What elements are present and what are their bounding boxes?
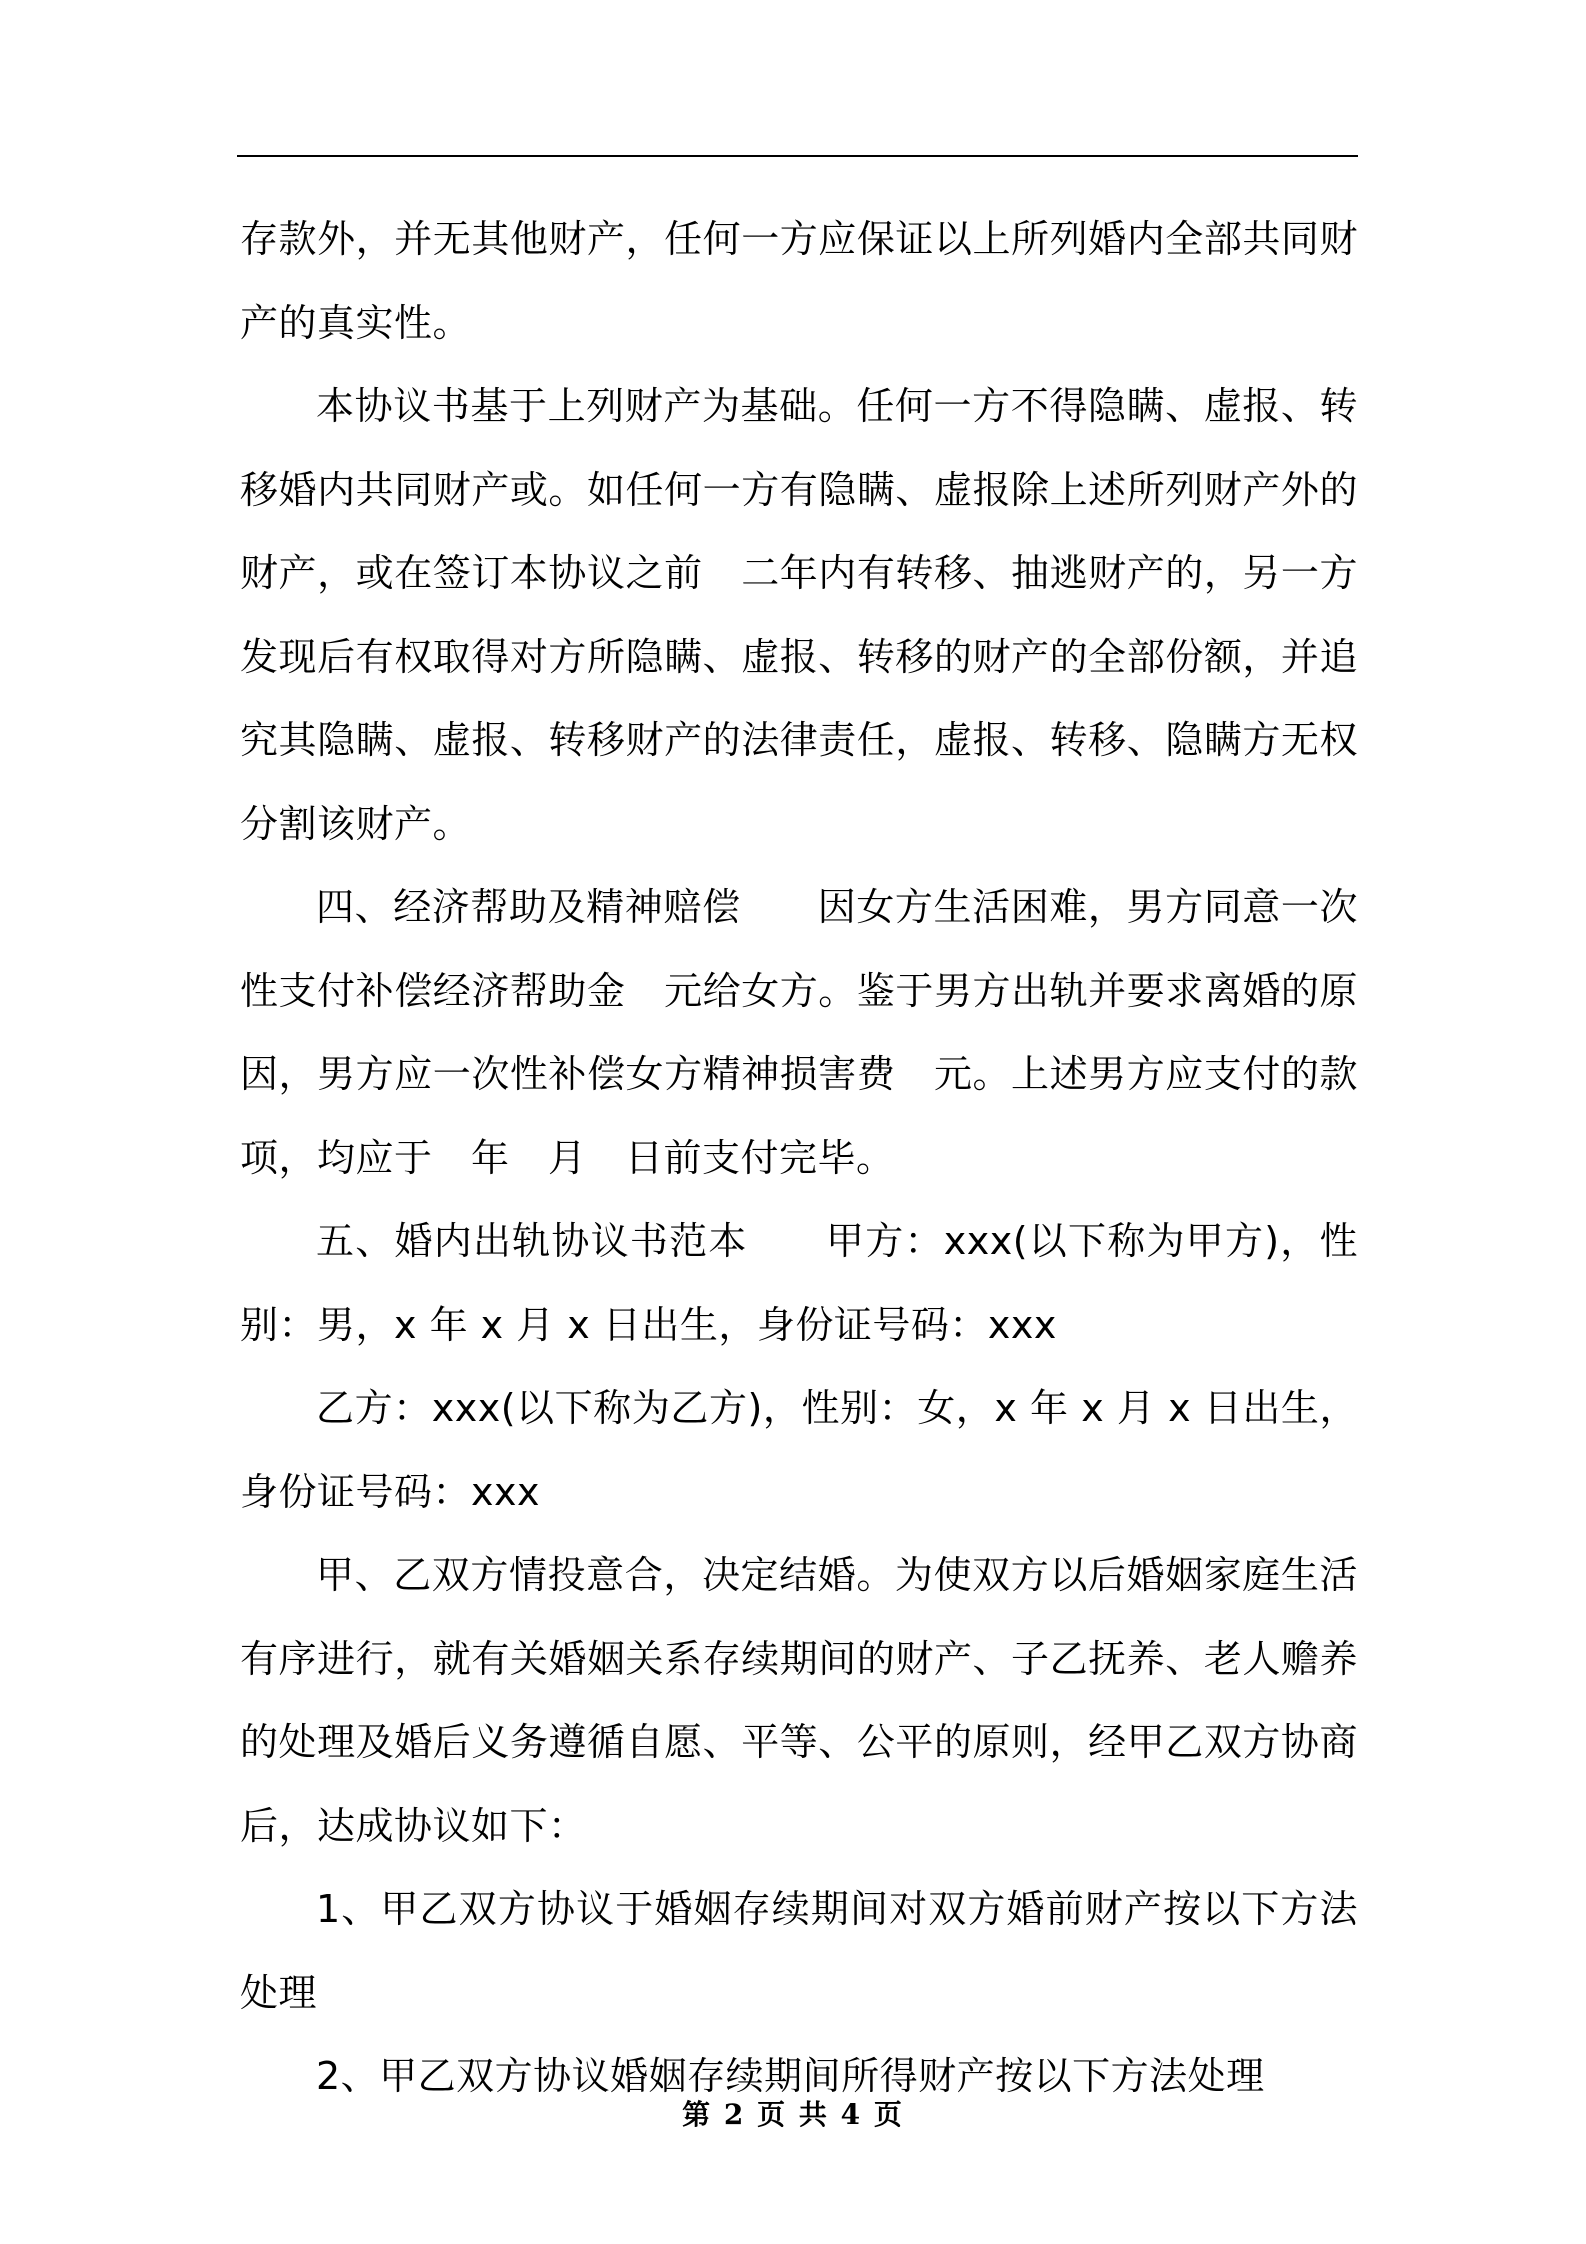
document-body bbox=[240, 198, 1358, 2119]
paragraph-8: 2、甲乙双方协议婚姻存续期间所得财产按以下方法处理 bbox=[316, 2054, 1265, 2098]
paragraph-3: 四、经济帮助及精神赔偿 因女方生活困难，男方同意一次性支付补偿经济帮助金 元给女方。鉴于男方出轨并要求离婚的原因，男方应一次性补偿女方精神损害费 元。上述男方应支付的款项，均应于 年 月 日前支付完毕。 bbox=[240, 885, 1358, 1180]
paragraph-2: 本协议书基于上列财产为基础。任何一方不得隐瞒、虚报、转移婚内共同财产或。如任何一方有隐瞒、虚报除上述所列财产外的财产，或在签订本协议之前 二年内有转移、抽逃财产的，另一方发现后有权取得对方所隐瞒、虚报、转移的财产的全部份额，并追究其隐瞒、虚报、转移财产的法律责任，虚报、转移、隐瞒方无权分割该财产。 bbox=[240, 384, 1358, 846]
paragraph-6: 甲、乙双方情投意合，决定结婚。为使双方以后婚姻家庭生活有序进行，就有关婚姻关系存续期间的财产、子乙抚养、老人赡养的处理及婚后义务遵循自愿、平等、公平的原则，经甲乙双方协商后，达成协议如下： bbox=[240, 1553, 1358, 1848]
paragraph-5: 乙方：xxx(以下称为乙方)，性别：女，x 年 x 月 x 日出生，身份证号码：xxx bbox=[240, 1386, 1358, 1514]
paragraph-7: 1、甲乙双方协议于婚姻存续期间对双方婚前财产按以下方法处理 bbox=[240, 1887, 1358, 2015]
page-number-footer: 第 2 页 共 4 页 bbox=[682, 2098, 904, 2131]
paragraph-4: 五、婚内出轨协议书范本 甲方：xxx(以下称为甲方)，性别：男，x 年 x 月 x 日出生，身份证号码：xxx bbox=[240, 1219, 1358, 1347]
header-rule bbox=[237, 155, 1358, 157]
paragraph-1: 存款外，并无其他财产，任何一方应保证以上所列婚内全部共同财产的真实性。 bbox=[240, 217, 1358, 345]
